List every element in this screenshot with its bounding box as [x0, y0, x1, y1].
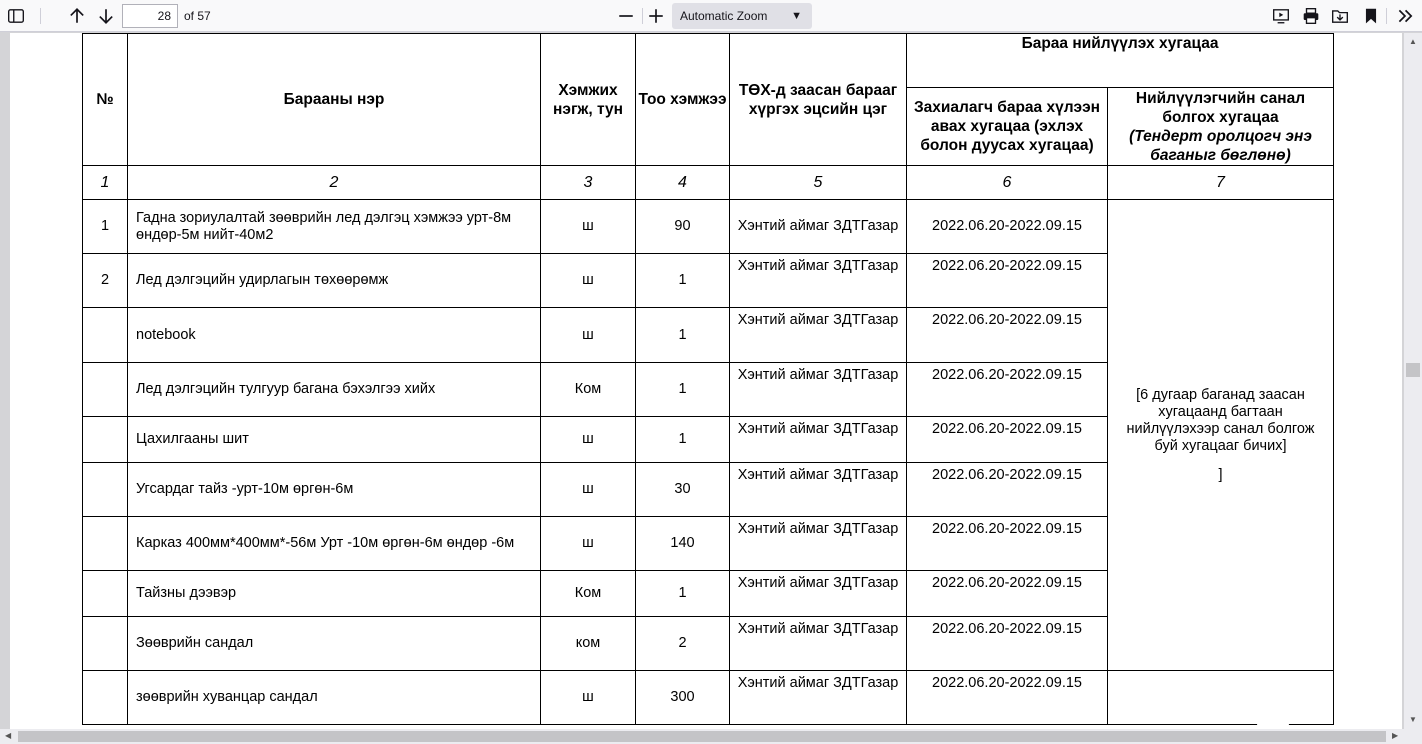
row-no — [83, 617, 128, 671]
arrow-down-icon[interactable] — [94, 4, 118, 28]
row-no — [83, 571, 128, 617]
row-period: 2022.06.20-2022.09.15 — [907, 617, 1108, 671]
sidebar-toggle-icon[interactable] — [4, 4, 28, 28]
header-unit: Хэмжих нэгж, тун — [541, 34, 636, 166]
zoom-out-icon[interactable] — [614, 4, 638, 28]
row-name: зөөврийн хуванцар сандал — [128, 671, 541, 725]
save-icon[interactable] — [1328, 4, 1352, 28]
row-qty: 140 — [636, 517, 730, 571]
row-location: Хэнтий аймаг ЗДТГазар — [730, 671, 907, 725]
tools-icon[interactable] — [1393, 4, 1417, 28]
goods-table — [82, 33, 1334, 725]
row-location: Хэнтий аймаг ЗДТГазар — [730, 200, 907, 254]
chevron-down-icon: ▼ — [791, 10, 802, 22]
row-period: 2022.06.20-2022.09.15 — [907, 671, 1108, 725]
row-unit: ш — [541, 200, 636, 254]
toolbar-separator — [1386, 8, 1387, 24]
row-period: 2022.06.20-2022.09.15 — [907, 517, 1108, 571]
row-qty: 2 — [636, 617, 730, 671]
zoom-select-label: Automatic Zoom — [680, 9, 768, 23]
row-qty: 1 — [636, 417, 730, 463]
row-period: 2022.06.20-2022.09.15 — [907, 363, 1108, 417]
row-no — [83, 363, 128, 417]
row-period: 2022.06.20-2022.09.15 — [907, 417, 1108, 463]
row-location: Хэнтий аймаг ЗДТГазар — [730, 571, 907, 617]
row-no: 1 — [83, 200, 128, 254]
row-period: 2022.06.20-2022.09.15 — [907, 254, 1108, 308]
row-qty: 300 — [636, 671, 730, 725]
column-number: 1 — [83, 166, 128, 200]
row-name: Гадна зориулалтай зөөврийн лед дэлгэц хэмжээ урт-8м өндөр-5м нийт-40м2 — [128, 200, 541, 254]
zoom-select[interactable] — [672, 3, 812, 29]
row-location: Хэнтий аймаг ЗДТГазар — [730, 254, 907, 308]
row-no — [83, 671, 128, 725]
row-period: 2022.06.20-2022.09.15 — [907, 308, 1108, 363]
row-unit: ш — [541, 254, 636, 308]
arrow-up-icon[interactable] — [65, 4, 89, 28]
row-location: Хэнтий аймаг ЗДТГазар — [730, 363, 907, 417]
row-qty: 90 — [636, 200, 730, 254]
header-supplier-period-title: Нийлүүлэгчийн санал болгох хугацаа — [1135, 89, 1306, 126]
column-number: 5 — [730, 166, 907, 200]
scroll-left-icon[interactable]: ◀ — [5, 731, 12, 740]
table-row — [83, 200, 1334, 254]
row-name: Лед дэлгэцийн тулгуур багана бэхэлгээ хийх — [128, 363, 541, 417]
zoom-in-icon[interactable] — [644, 4, 668, 28]
row-unit: ш — [541, 671, 636, 725]
header-name: Барааны нэр — [128, 34, 541, 166]
header-qty: Тоо хэмжээ — [636, 34, 730, 166]
row-name: Тайзны дээвэр — [128, 571, 541, 617]
row-unit: ком — [541, 617, 636, 671]
header-customer-period: Захиалагч бараа хүлээн авах хугацаа (эхлэх болон дуусах хугацаа) — [907, 88, 1108, 166]
row-location: Хэнтий аймаг ЗДТГазар — [730, 308, 907, 363]
row-name: Угсардаг тайз -урт-10м өргөн-6м — [128, 463, 541, 517]
vertical-scroll-thumb[interactable] — [1406, 363, 1420, 377]
toolbar-separator — [40, 8, 41, 24]
row-location: Хэнтий аймаг ЗДТГазар — [730, 417, 907, 463]
header-supplier-period — [1108, 88, 1334, 166]
column-number: 3 — [541, 166, 636, 200]
row-supplier-period — [1108, 671, 1334, 725]
row-qty: 30 — [636, 463, 730, 517]
supplier-period-note-close: ] — [1218, 466, 1223, 483]
pdf-toolbar — [0, 0, 1422, 32]
row-no — [83, 517, 128, 571]
document-viewer[interactable] — [0, 33, 1422, 744]
supplier-period-note-text: [6 дугаар баганад заасан хугацаанд багтаан нийлүүлэхээр санал болгож буй хугацааг бичих] — [1126, 386, 1315, 454]
row-no — [83, 308, 128, 363]
row-unit: ш — [541, 517, 636, 571]
row-location: Хэнтий аймаг ЗДТГазар — [730, 463, 907, 517]
table-row — [83, 671, 1334, 725]
row-qty: 1 — [636, 363, 730, 417]
row-name: Лед дэлгэцийн удирлагын төхөөрөмж — [128, 254, 541, 308]
page-number-input[interactable]: 28 — [122, 4, 178, 28]
row-name: notebook — [128, 308, 541, 363]
header-period-group: Бараа нийлүүлэх хугацаа — [907, 34, 1334, 88]
row-name: Карказ 400мм*400мм*-56м Урт -10м өргөн-6м өндөр -6м — [128, 517, 541, 571]
row-unit: ш — [541, 308, 636, 363]
column-number: 7 — [1108, 166, 1334, 200]
vertical-scrollbar[interactable] — [1404, 33, 1422, 729]
row-qty: 1 — [636, 571, 730, 617]
row-unit: Ком — [541, 571, 636, 617]
row-period: 2022.06.20-2022.09.15 — [907, 571, 1108, 617]
row-period: 2022.06.20-2022.09.15 — [907, 200, 1108, 254]
page-artifact — [1256, 703, 1290, 729]
row-name: Зөөврийн сандал — [128, 617, 541, 671]
column-number: 2 — [128, 166, 541, 200]
row-no — [83, 463, 128, 517]
print-icon[interactable] — [1299, 4, 1323, 28]
row-no: 2 — [83, 254, 128, 308]
scroll-up-icon[interactable]: ▲ — [1409, 37, 1417, 46]
row-name: Цахилгааны шит — [128, 417, 541, 463]
column-number: 6 — [907, 166, 1108, 200]
page-count: of 57 — [184, 9, 211, 23]
row-period: 2022.06.20-2022.09.15 — [907, 463, 1108, 517]
column-number: 4 — [636, 166, 730, 200]
presentation-icon[interactable] — [1269, 4, 1293, 28]
row-unit: ш — [541, 417, 636, 463]
row-no — [83, 417, 128, 463]
row-unit: Ком — [541, 363, 636, 417]
pdf-page — [10, 33, 1402, 729]
scroll-down-icon[interactable]: ▼ — [1409, 715, 1417, 724]
row-qty: 1 — [636, 254, 730, 308]
header-delivery: ТӨХ-д заасан барааг хүргэх эцсийн цэг — [730, 34, 907, 166]
row-unit: ш — [541, 463, 636, 517]
header-no: № — [83, 34, 128, 166]
scroll-right-icon[interactable]: ▶ — [1392, 731, 1399, 740]
horizontal-scroll-thumb[interactable] — [18, 731, 1386, 742]
supplier-period-note — [1108, 200, 1334, 671]
row-location: Хэнтий аймаг ЗДТГазар — [730, 517, 907, 571]
bookmark-icon[interactable] — [1359, 4, 1383, 28]
header-supplier-note: (Тендерт оролцогч энэ баганыг бөглөнө) — [1129, 127, 1312, 164]
row-qty: 1 — [636, 308, 730, 363]
toolbar-separator — [642, 8, 643, 24]
horizontal-scrollbar[interactable] — [0, 729, 1422, 744]
row-location: Хэнтий аймаг ЗДТГазар — [730, 617, 907, 671]
